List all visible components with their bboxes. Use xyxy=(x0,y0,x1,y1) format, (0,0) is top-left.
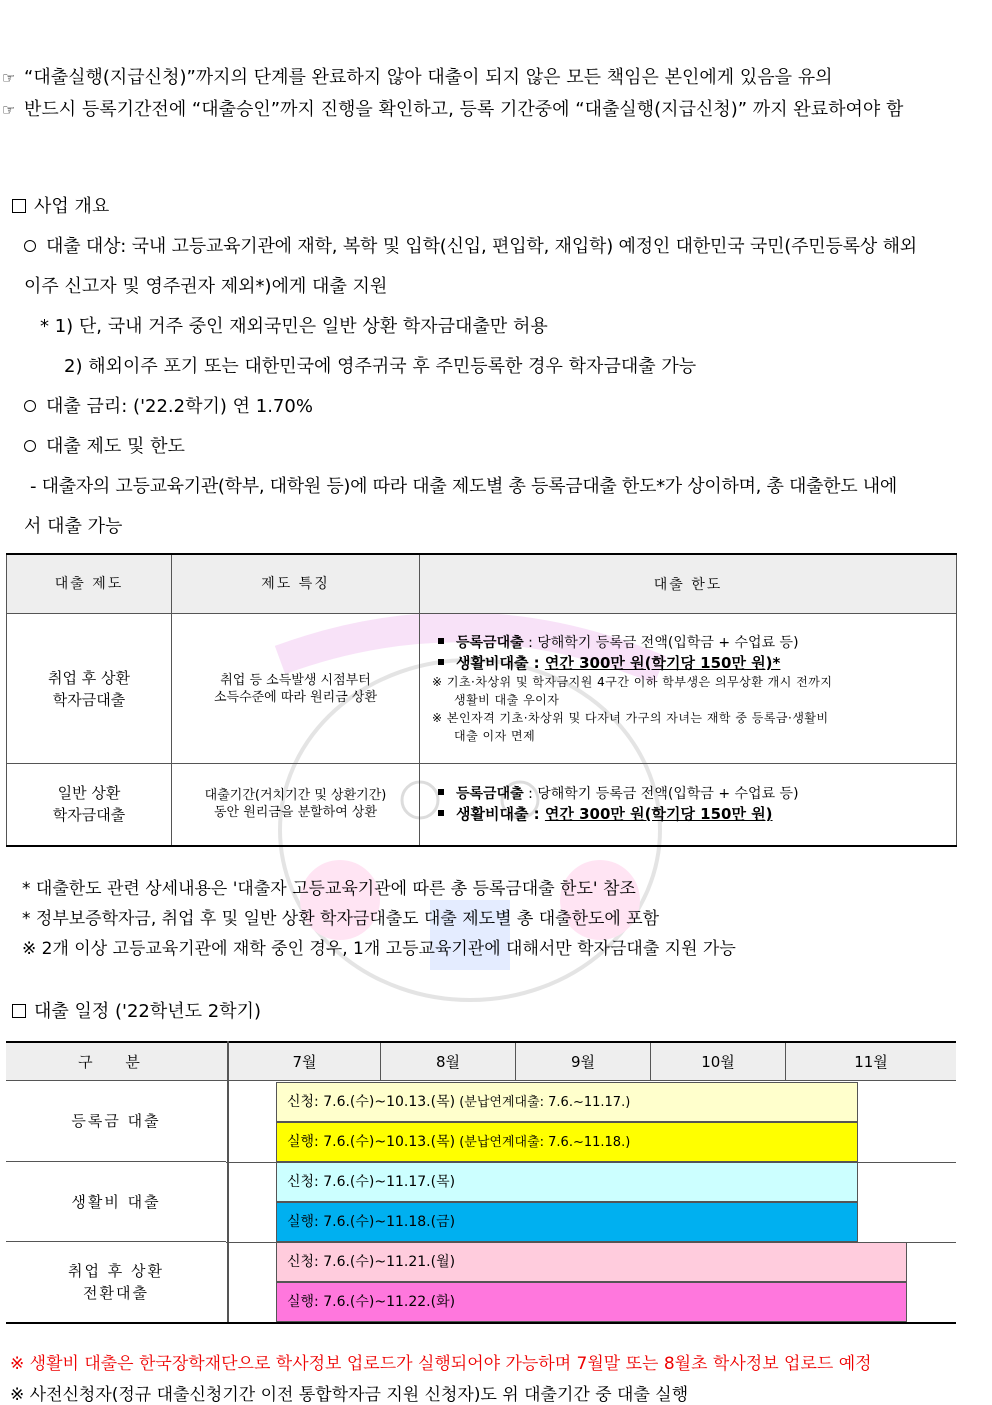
row-name xyxy=(7,764,172,846)
header-month-july: 7월 xyxy=(228,1043,380,1081)
row-label-line: 전환대출 xyxy=(83,1284,149,1302)
row-label-conversion xyxy=(6,1242,226,1322)
schedule-table xyxy=(6,1041,956,1324)
square-bullet-icon xyxy=(438,659,444,665)
note-line-2: 2) 해외이주 포기 또는 대한민국에 영주귀국 후 주민등록한 경우 학자금대출 가능 xyxy=(64,356,697,377)
square-bullet-icon xyxy=(438,638,444,644)
limit-note-1 xyxy=(432,673,946,709)
header-month-aug: 8월 xyxy=(380,1043,515,1081)
header-system: 대출 제도 xyxy=(7,554,172,614)
note-line: 생활비 대출 우이자 xyxy=(454,692,560,707)
note-line: ※ 기초·차상위 및 학자금지원 4구간 이하 학부생은 의무상환 개시 전까지 xyxy=(432,674,833,689)
checkbox-square-icon xyxy=(12,199,26,213)
rate-line xyxy=(24,392,313,418)
bar-text: 실행: 7.6.(수)~10.13.(목) xyxy=(287,1134,456,1150)
note-line: 대출 이자 면제 xyxy=(454,728,536,743)
warning-text: “대출실행(지급신청)”까지의 단계를 완료하지 않아 대출이 되지 않은 모든 책임은 본인에게 있음을 유의 xyxy=(24,67,833,88)
living-text: 연간 300만 원(학기당 150만 원)* xyxy=(544,653,781,672)
row-feature-line: 소득수준에 따라 원리금 상환 xyxy=(213,689,378,705)
conversion-exec-bar xyxy=(276,1282,907,1322)
footnote-3: ※ 2개 이상 고등교육기관에 재학 중인 경우, 1개 고등교육기관에 대해서만 학자금대출 지원 가능 xyxy=(22,939,736,959)
target-line-1 xyxy=(24,232,917,258)
target-text: 대출 대상: 국내 고등교육기관에 재학, 복학 및 입학(신입, 편입학, 재입학) 예정인 대한민국 국민(주민등록상 해외 xyxy=(46,236,917,257)
header-month-oct: 10월 xyxy=(650,1043,785,1081)
warning-line-2 xyxy=(2,95,903,121)
tuition-text: : 당해학기 등록금 전액(입학금 + 수업료 등) xyxy=(523,786,799,803)
note-line-1: * 1) 단, 국내 거주 중인 재외국민은 일반 상환 학자금대출만 허용 xyxy=(40,316,548,337)
pointing-hand-icon: ☞ xyxy=(2,69,16,87)
living-text: 연간 300만 원(학기당 150만 원) xyxy=(544,805,773,824)
warning-text: 반드시 등록기간전에 “대출승인”까지 진행을 확인하고, 등록 기간중에 “대출실행(지급신청)” 까지 완료하여야 함 xyxy=(24,99,904,120)
row-feature xyxy=(172,764,420,846)
loan-limit-table xyxy=(6,553,957,847)
rate-text: 대출 금리: ('22.2학기) 연 1.70% xyxy=(46,396,313,417)
bullet-circle-icon xyxy=(24,400,36,412)
row-feature xyxy=(172,614,420,764)
bar-subtext: (분납연계대출: 7.6.~11.17.) xyxy=(455,1095,631,1110)
tuition-label: 등록금대출 xyxy=(456,786,524,803)
bullet-circle-icon xyxy=(24,440,36,452)
overview-heading xyxy=(12,192,109,218)
header-feature: 제도 특징 xyxy=(172,554,420,614)
header-category: 구 분 xyxy=(78,1053,154,1071)
living-label: 생활비대출 xyxy=(456,805,529,824)
conversion-apply-bar xyxy=(276,1242,907,1282)
row-limit xyxy=(420,764,957,846)
footnote-1: * 대출한도 관련 상세내용은 '대출자 고등교육기관에 따른 총 등록금대출 한도' 참조 xyxy=(22,879,636,899)
bar-text: 신청: 7.6.(수)~11.21.(월) xyxy=(287,1254,456,1270)
row-label-line: 취업 후 상환 xyxy=(68,1262,164,1280)
square-bullet-icon xyxy=(438,810,444,816)
schedule-header-row xyxy=(6,1041,956,1081)
square-bullet-icon xyxy=(438,789,444,795)
table-row xyxy=(7,764,957,846)
bar-text: 실행: 7.6.(수)~11.22.(화) xyxy=(287,1294,456,1310)
row-feature-line: 취업 등 소득발생 시점부터 xyxy=(220,672,371,688)
bar-text: 신청: 7.6.(수)~11.17.(목) xyxy=(287,1174,456,1190)
row-label-tuition: 등록금 대출 xyxy=(6,1081,226,1162)
target-line-2: 이주 신고자 및 영주권자 제외*)에게 대출 지원 xyxy=(24,276,388,297)
row-name xyxy=(7,614,172,764)
bottom-note: ※ 사전신청자(정규 대출신청기간 이전 통합학자금 지원 신청자)도 위 대출기간 중 대출 실행 xyxy=(10,1385,689,1405)
row-limit xyxy=(420,614,957,764)
header-limit: 대출 한도 xyxy=(420,554,957,614)
limit-note-2 xyxy=(432,709,946,745)
header-month-sep: 9월 xyxy=(515,1043,650,1081)
schedule-heading-text: 대출 일정 ('22학년도 2학기) xyxy=(34,1001,262,1022)
row-feature-line: 대출기간(거치기간 및 상환기간) xyxy=(204,788,387,804)
row-name-line: 학자금대출 xyxy=(52,690,126,709)
table-bottom-border xyxy=(6,1322,956,1324)
note-line: ※ 본인자격 기초·차상위 및 다자녀 가구의 자녀는 재학 중 등록금·생활비 xyxy=(432,710,829,725)
row-name-line: 일반 상환 xyxy=(57,784,121,803)
row-name-line: 학자금대출 xyxy=(52,806,126,825)
living-apply-bar xyxy=(276,1162,858,1202)
row-name-line: 취업 후 상환 xyxy=(48,668,130,687)
tuition-apply-bar xyxy=(276,1082,858,1122)
pointing-hand-icon: ☞ xyxy=(2,101,16,119)
red-note: ※ 생활비 대출은 한국장학재단으로 학사정보 업로드가 실행되어야 가능하며 7월말 또는 8월초 학사정보 업로드 예정 xyxy=(10,1354,872,1374)
footnote-2: * 정부보증학자금, 취업 후 및 일반 상환 학자금대출도 대출 제도별 총 대출한도에 포함 xyxy=(22,909,660,929)
table-header-row xyxy=(7,554,957,614)
tuition-exec-bar xyxy=(276,1122,858,1162)
living-exec-bar xyxy=(276,1202,858,1242)
bar-text: 실행: 7.6.(수)~11.18.(금) xyxy=(287,1214,456,1230)
tuition-text: : 당해학기 등록금 전액(입학금 + 수업료 등) xyxy=(523,634,799,651)
overview-heading-text: 사업 개요 xyxy=(34,196,110,217)
header-month-nov: 11월 xyxy=(785,1043,956,1081)
bullet-circle-icon xyxy=(24,240,36,252)
tuition-limit xyxy=(432,633,946,653)
system-desc-2: 서 대출 가능 xyxy=(24,516,123,537)
schedule-heading xyxy=(12,997,261,1023)
row-label-living: 생활비 대출 xyxy=(6,1162,226,1242)
warning-line-1 xyxy=(2,63,833,89)
bar-text: 신청: 7.6.(수)~10.13.(목) xyxy=(287,1094,456,1110)
tuition-label: 등록금대출 xyxy=(456,634,524,651)
tuition-limit xyxy=(432,784,946,804)
system-heading xyxy=(24,432,185,458)
living-limit: 생활비대출 : 연간 300만 원(학기당 150만 원) xyxy=(432,804,946,824)
table-row xyxy=(7,614,957,764)
living-label: 생활비대출 xyxy=(456,653,529,672)
living-limit: 생활비대출 : 연간 300만 원(학기당 150만 원)* xyxy=(432,653,946,673)
system-desc-1: - 대출자의 고등교육기관(학부, 대학원 등)에 따라 대출 제도별 총 등록금대출 한도*가 상이하며, 총 대출한도 내에 xyxy=(30,476,897,497)
checkbox-square-icon xyxy=(12,1004,26,1018)
system-heading-text: 대출 제도 및 한도 xyxy=(46,436,185,457)
bar-subtext: (분납연계대출: 7.6.~11.18.) xyxy=(455,1135,631,1150)
row-feature-line: 동안 원리금을 분할하여 상환 xyxy=(213,805,378,821)
divider xyxy=(227,1041,229,1324)
